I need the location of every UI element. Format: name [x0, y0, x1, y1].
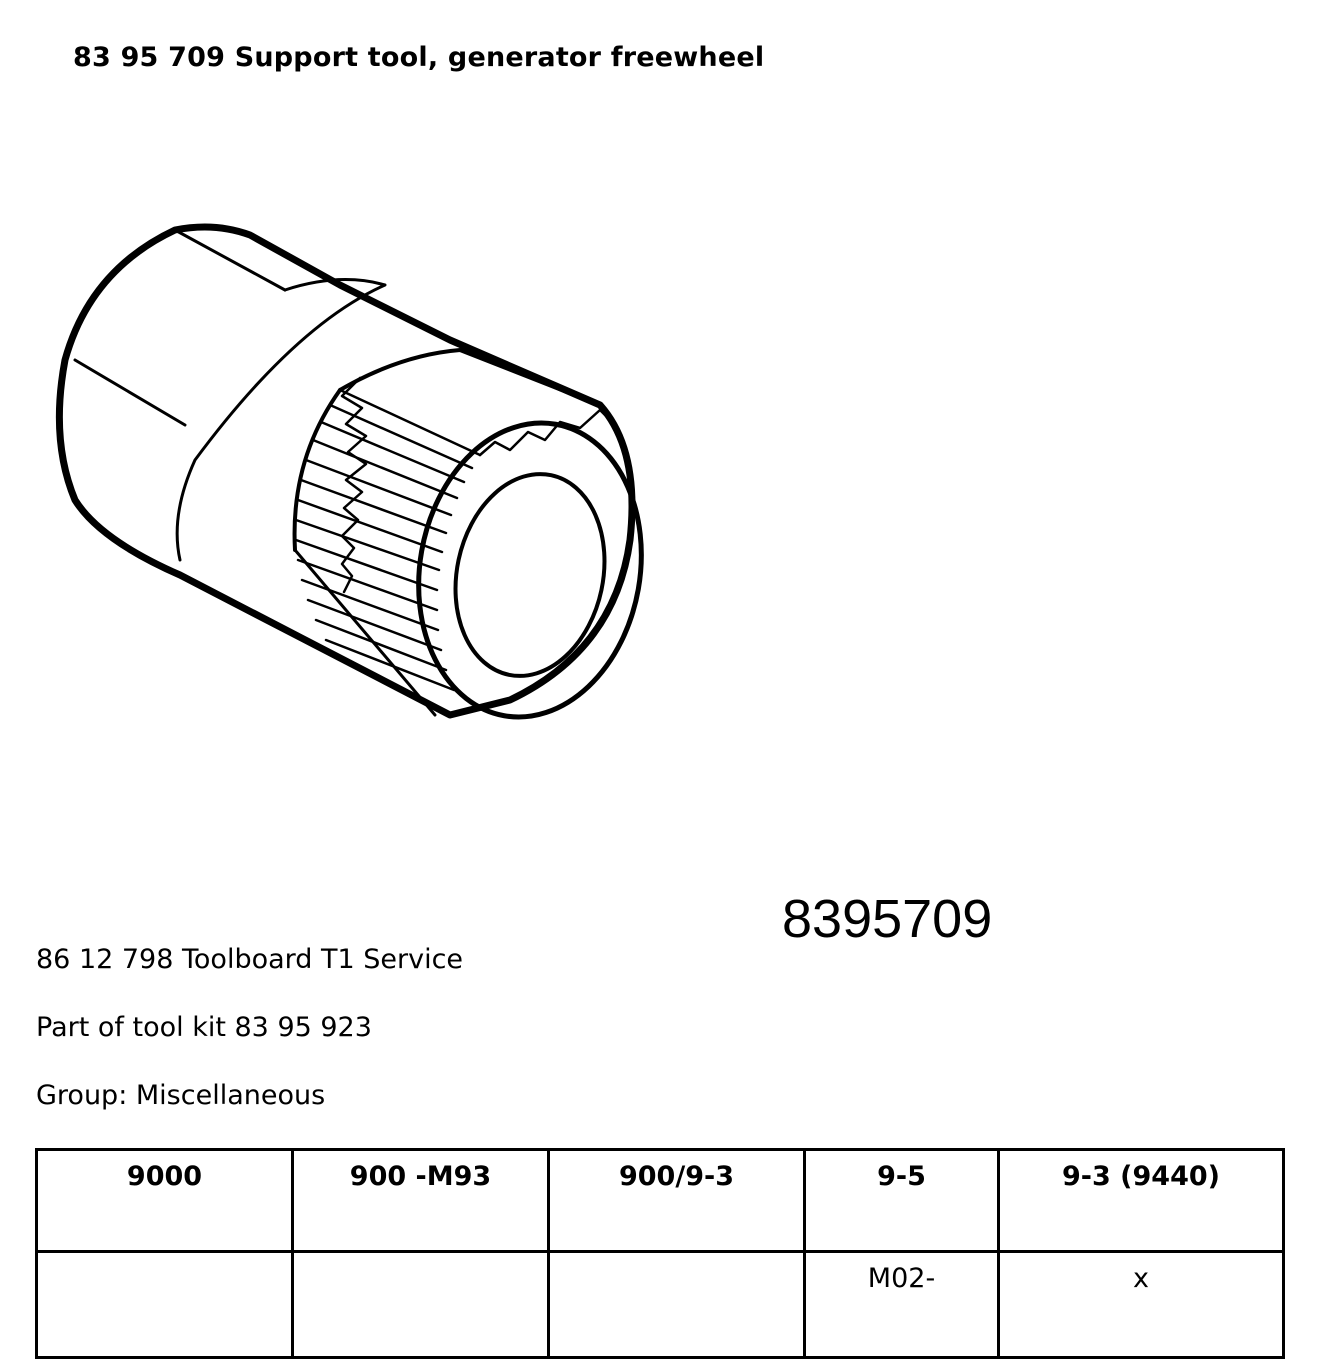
- cell-900-m93: [293, 1252, 549, 1358]
- header-900-m93: 900 -M93: [293, 1150, 549, 1252]
- cell-900-9-3: [549, 1252, 805, 1358]
- page-title: 83 95 709 Support tool, generator freewheel: [73, 42, 765, 73]
- table-row: [37, 1252, 1284, 1358]
- cell-9-5: M02-: [805, 1252, 999, 1358]
- part-number-label: 8395709: [782, 889, 993, 949]
- cell-9000: [37, 1252, 293, 1358]
- support-tool-illustration: [40, 210, 660, 730]
- toolboard-line: 86 12 798 Toolboard T1 Service: [36, 944, 464, 975]
- model-compatibility-table: [35, 1148, 1285, 1359]
- header-900-9-3: 900/9-3: [549, 1150, 805, 1252]
- cell-9-3-9440: x: [999, 1252, 1284, 1358]
- header-9-3-9440: 9-3 (9440): [999, 1150, 1284, 1252]
- table-header-row: [37, 1150, 1284, 1252]
- group-line: Group: Miscellaneous: [36, 1080, 326, 1111]
- header-9000: 9000: [37, 1150, 293, 1252]
- header-9-5: 9-5: [805, 1150, 999, 1252]
- tool-kit-line: Part of tool kit 83 95 923: [36, 1012, 372, 1043]
